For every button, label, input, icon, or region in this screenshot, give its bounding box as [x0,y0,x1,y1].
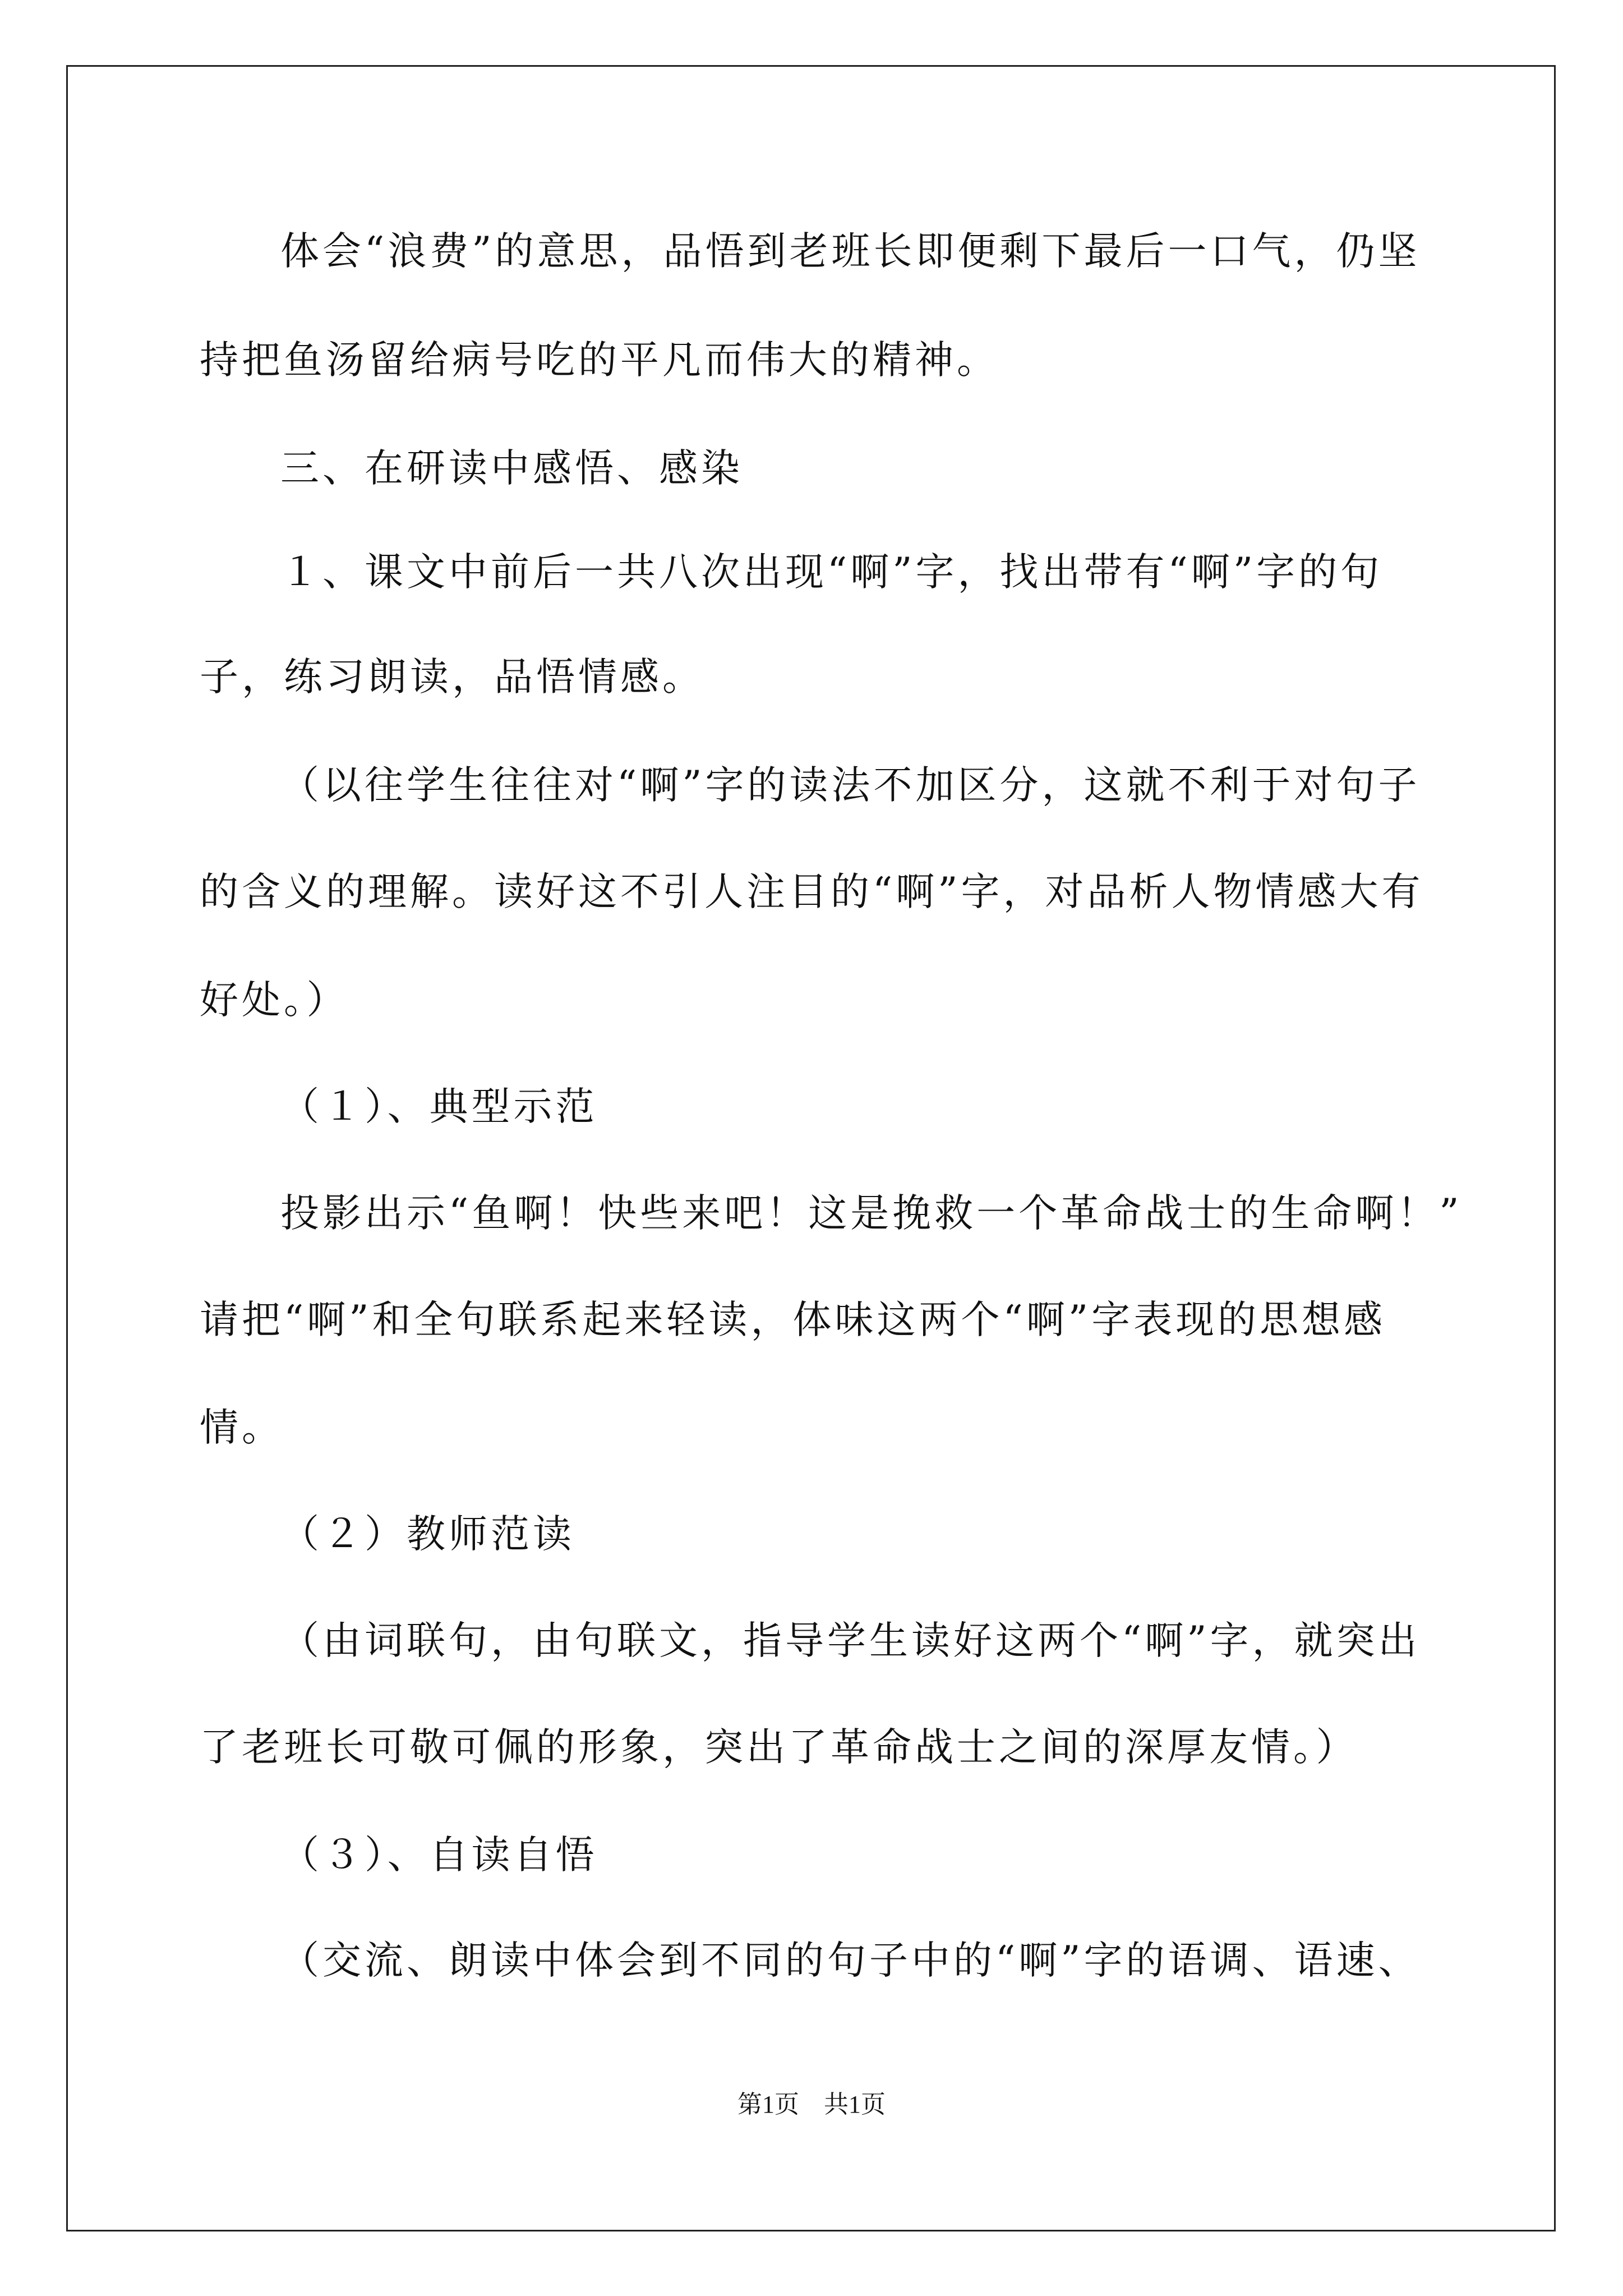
body-line: （由词联句，由句联文，指导学生读好这两个“啊”字，就突出 [280,1618,1421,1663]
body-line: 了老班长可敬可佩的形象，突出了革命战士之间的深厚友情。） [200,1725,1358,1770]
body-line: （交流、朗读中体会到不同的句子中的“啊”字的语调、语速、 [280,1938,1421,1983]
body-line: 的含义的理解。读好这不引人注目的“啊”字，对品析人物情感大有 [200,869,1424,914]
page-border [66,65,1556,2231]
body-line: 好处。） [200,978,349,1023]
body-line: 体会“浪费”的意思，品悟到老班长即便剩下最后一口气，仍坚 [280,229,1421,274]
body-line: 请把“啊”和全句联系起来轻读，体味这两个“啊”字表现的思想感 [200,1297,1386,1342]
section-heading: 三、在研读中感悟、感染 [280,446,743,491]
subheading: （３）、自读自悟 [280,1833,598,1878]
body-line: 投影出示“鱼啊！快些来吧！这是挽救一个革命战士的生命啊！” [280,1191,1463,1236]
subheading: （２）教师范读 [280,1512,575,1557]
body-line: １、课文中前后一共八次出现“啊”字，找出带有“啊”字的句 [280,550,1383,595]
body-line: 持把鱼汤留给病号吃的平凡而伟大的精神。 [200,338,999,383]
body-line: （以往学生往往对“啊”字的读法不加区分，这就不利于对句子 [280,763,1421,808]
body-line: 子，练习朗读，品悟情感。 [200,655,704,700]
page-number: 第1页 共1页 [737,2091,886,2118]
body-line: 情。 [200,1405,284,1450]
subheading: （１）、典型示范 [280,1084,598,1129]
